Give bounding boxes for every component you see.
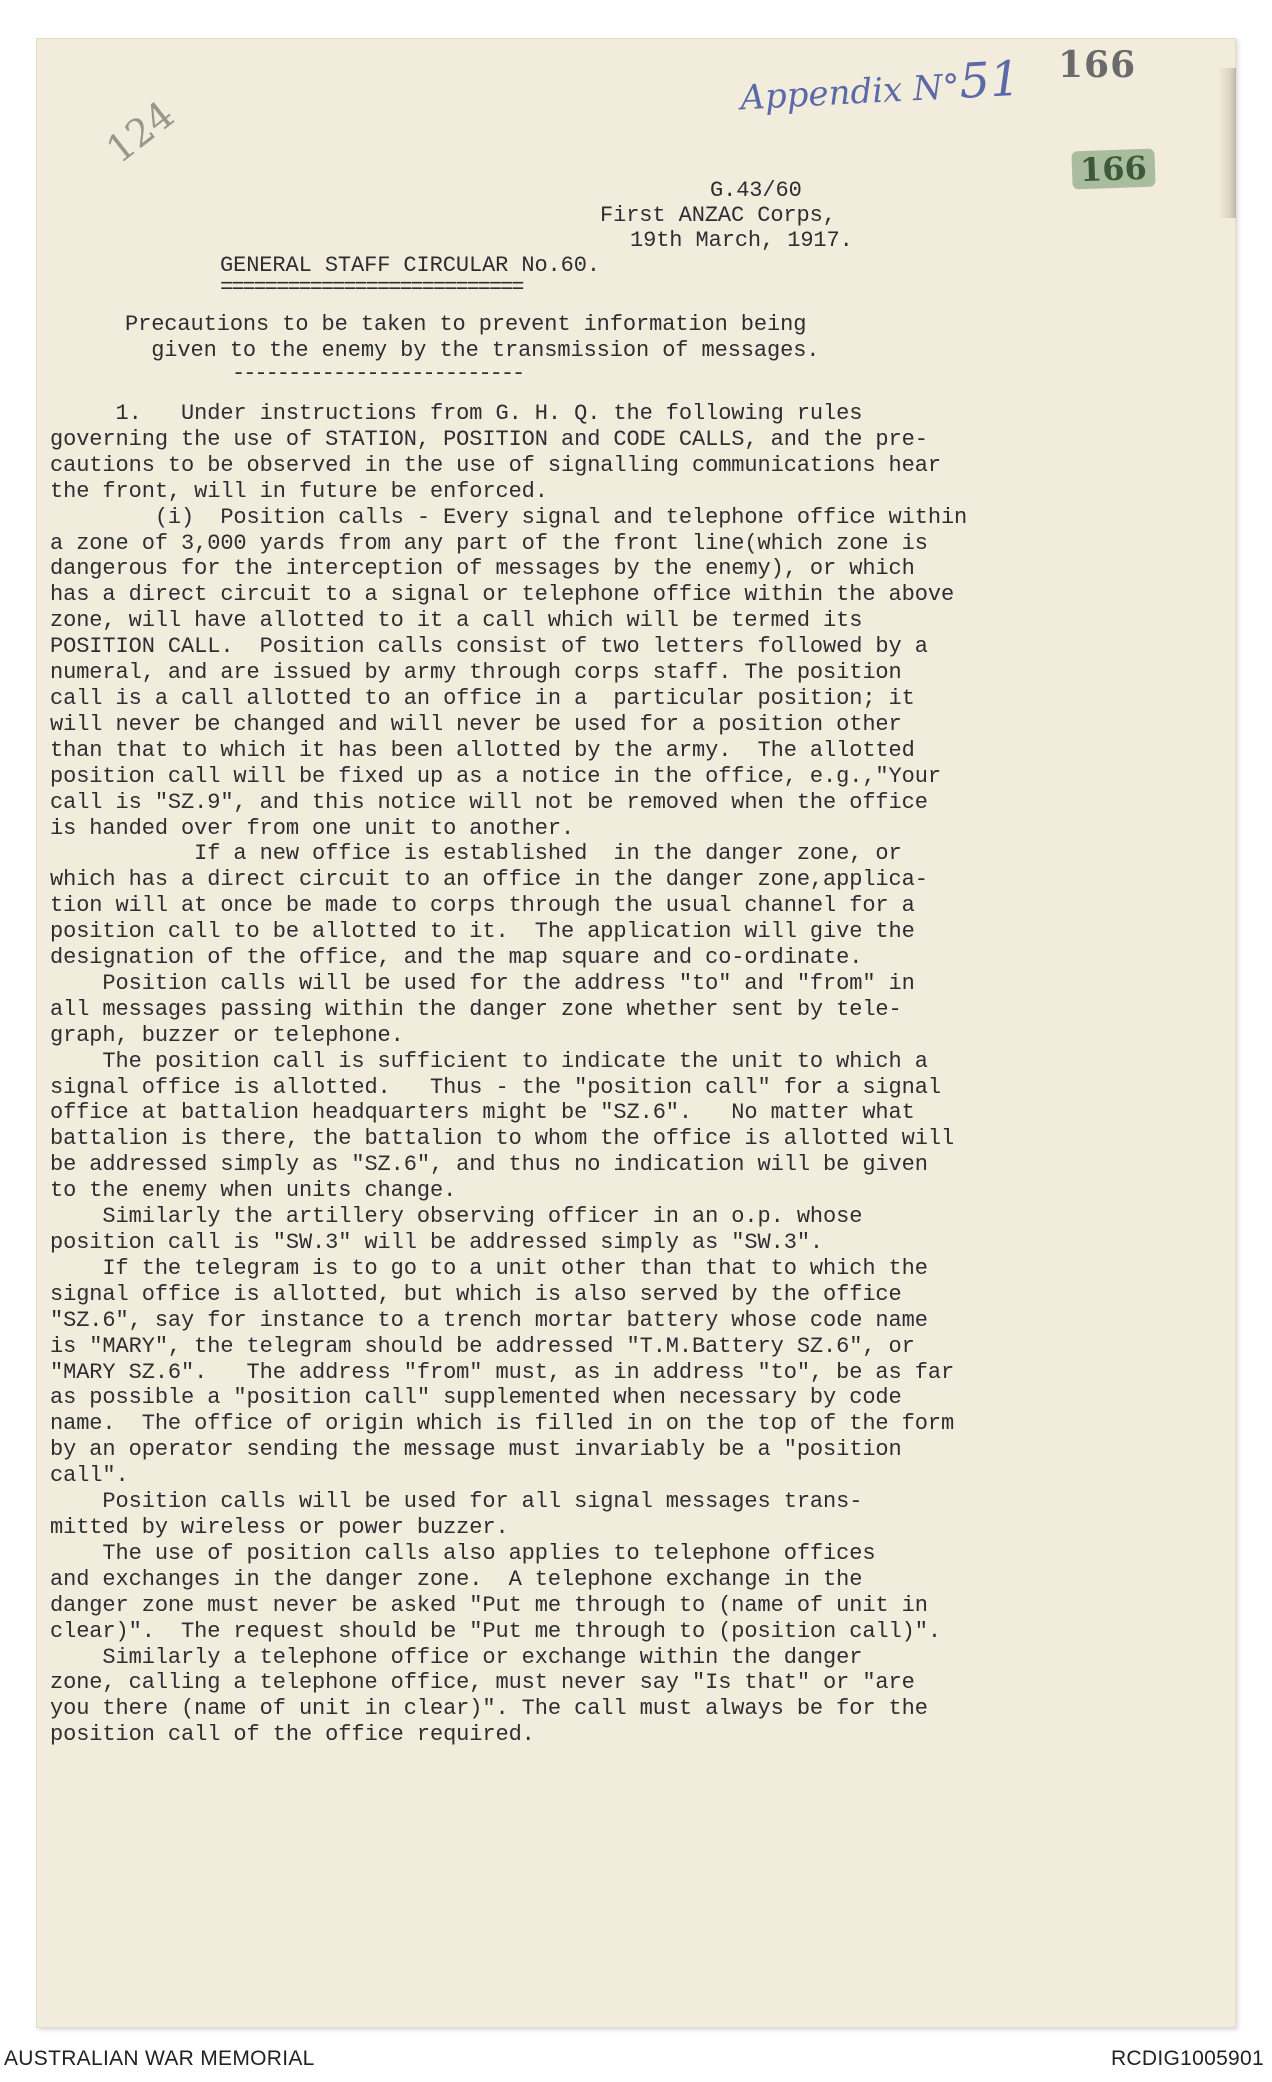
title-double-rule: ===========================	[220, 275, 523, 300]
appendix-number: 51	[957, 50, 1022, 110]
circular-title: GENERAL STAFF CIRCULAR No.60.	[220, 253, 600, 278]
appendix-label: Appendix N°	[739, 66, 961, 119]
body-text: 1. Under instructions from G. H. Q. the following rules governing the use of STATION, POSITION and CODE CALLS, and the pre- cautions to be observed in the use of signalling communications hear the front, will in future be enforced. (i) Position calls - Every signal and telephone office within a zone of 3,000 yards from any part of the front line(which zone is dangerous for the interception of messages by the enemy), or which has a direct circuit to a signal or telephone office within the above zone, will have allotted to it a call which will be termed its POSITION CALL. Position calls consist of two letters followed by a numeral, and are issued by army through corps staff. The position call is a call allotted to an office in a particular position; it will never be changed and will never be used for a position other than that to which it has been allotted by the army. The allotted position call will be fixed up as a notice in the office, e.g.,"Your call is "SZ.9", and this notice will not be removed when the office is handed over from one unit to another. If a new office is established in the danger zone, or which has a direct circuit to an office in the danger zone,applica- tion will at once be made to corps through the usual channel for a position call to be allotted to it. The application will give the designation of the office, and the map square and co-ordinate. Position calls will be used for the address "to" and "from" in all messages passing within the danger zone whether sent by tele- graph, buzzer or telephone. The position call is sufficient to indicate the unit to which a signal office is allotted. Thus - the "position call" for a signal office at battalion headquarters might be "SZ.6". No matter what battalion is there, the battalion to whom the office is allotted will be addressed simply as "SZ.6", and thus no indication will be given to the enemy when units change. Similarly the artillery observing officer in an o.p. whose position call is "SW.3" will be addressed simply as "SW.3". If the telegram is to go to a unit other than that to which the signal office is allotted, but which is also served by the office "SZ.6", say for instance to a trench mortar battery whose code name is "MARY", the telegram should be addressed "T.M.Battery SZ.6", or "MARY SZ.6". The address "from" must, as in address "to", be as far as possible a "position call" supplemented when necessary by code name. The office of origin which is filled in on the top of the form by an operator sending the message must invariably be a "position call". Position calls will be used for all signal messages trans- mitted by wireless or power buzzer. The use of position calls also applies to telephone offices and exchanges in the danger zone. A telephone exchange in the danger zone must never be asked "Put me through to (name of unit in clear)". The request should be "Put me through to (position call)". Similarly a telephone office or exchange within the danger zone, calling a telephone office, must never say "Is that" or "are you there (name of unit in clear)". The call must always be for the position call of the office required.	[50, 401, 968, 1748]
subject-heading: Precautions to be taken to prevent information being given to the enemy by the transmission of messages.	[125, 312, 820, 363]
document-date: 19th March, 1917.	[630, 228, 853, 253]
subject-rule: --------------------------	[232, 361, 524, 386]
reference-number: G.43/60	[710, 178, 802, 203]
folio-number-top: 166	[1058, 44, 1137, 86]
folio-number-pencil: 124	[98, 92, 183, 172]
footer-id: RCDIG1005901	[1110, 2047, 1264, 2070]
footer-source: AUSTRALIAN WAR MEMORIAL	[4, 2047, 315, 2070]
corps-name: First ANZAC Corps,	[600, 203, 836, 228]
folio-number-stamp: 166	[1071, 149, 1155, 190]
page-edge-shadow	[1218, 68, 1236, 218]
